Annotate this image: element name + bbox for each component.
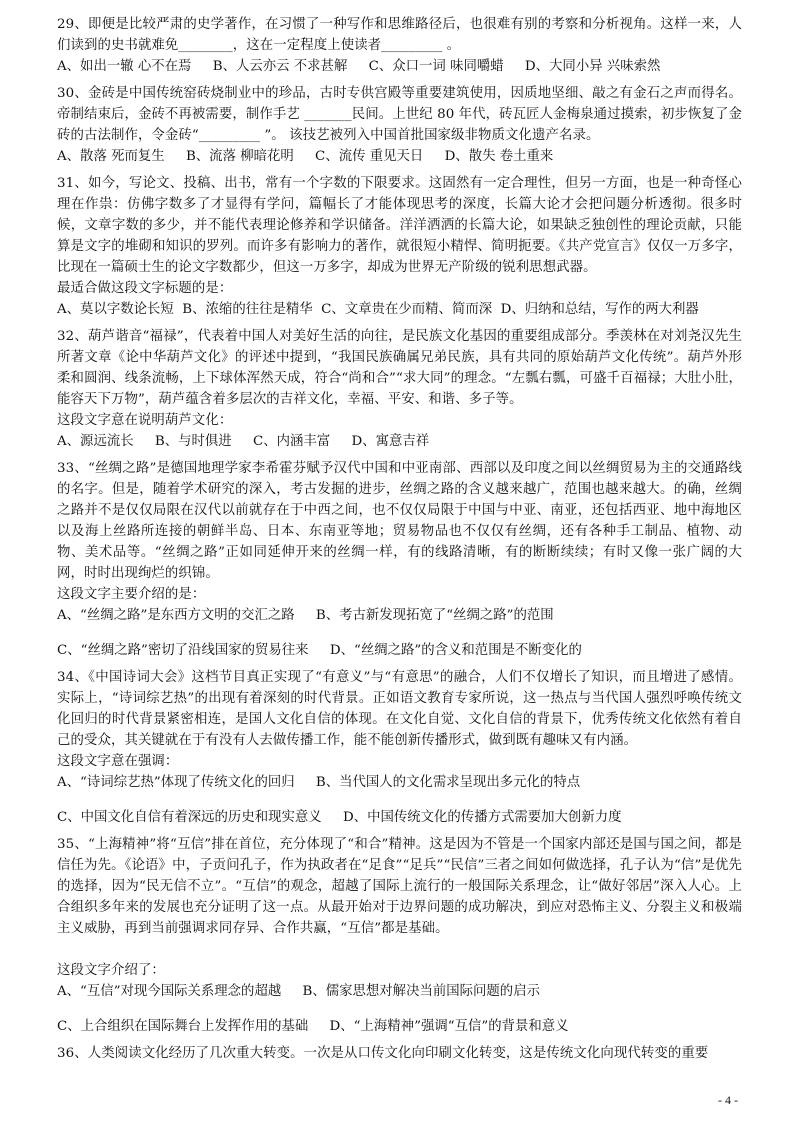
question-options: C、“丝绸之路”密切了沿线国家的贸易往来 D、“丝绸之路”的含义和范围是不断变化的 xyxy=(57,643,582,658)
question-options: A、散落 死而复生 B、流落 柳暗花明 C、流传 重见天日 D、散失 卷土重来 xyxy=(57,149,554,164)
question-stem: 32、葫芦谐音“福禄”，代表着中国人对美好生活的向往，是民族文化基因的重要组成部分。季羡林在对刘尧汉先生所著文章《论中华葫芦文化》的评述中提到，“我国民族确属兄弟民族，具有共同的原始葫芦文化传统”。葫芦外形柔和圆润、线条流畅，上下球体浑然天成，符合“尚和合”“求大同”的理念。“左瓢右瓢，可盛千百福禄；大肚小肚，能容天下万物”，葫芦蕴含着多层次的吉祥文化，幸福、平安、和谐、多子等。 这段文字意在说明葫芦文化： xyxy=(57,329,742,428)
question-29 xyxy=(57,14,742,77)
question-35 xyxy=(57,834,742,1037)
question-options: A、如出一辙 心不在焉 B、人云亦云 不求甚解 C、众口一词 味同嚼蜡 D、大同小异 兴味索然 xyxy=(57,59,661,74)
question-stem: 36、人类阅读文化经历了几次重大转变。一次是从口传文化向印刷文化转变，这是传统文化向现代转变的重要 xyxy=(57,1046,709,1061)
question-options: C、中国文化自信有着深远的历史和现实意义 D、中国传统文化的传播方式需要加大创新力度 xyxy=(57,810,622,825)
question-stem: 30、金砖是中国传统窑砖烧制业中的珍品，古时专供宫殿等重要建筑使用，因质地坚细、敲之有金石之声而得名。帝制结束后，金砖不再被需要，制作手艺 _______民间。上世纪 80 年代，砖瓦匠人金梅泉通过摸索，初步恢复了金砖的古法制作，令金砖“_________ ”。 该技艺被列入中国首批国家级非物质文化遗产名录。 xyxy=(57,86,742,143)
question-list xyxy=(57,14,742,1064)
question-options: A、莫以字数论长短 B、浓缩的往往是精华 C、文章贵在少而精、简而深 D、归纳和总结，写作的两大利器 xyxy=(57,302,699,317)
question-options: A、“诗词综艺热”体现了传统文化的回归 B、当代国人的文化需求呈现出多元化的特点 xyxy=(57,775,581,790)
question-options-spacer xyxy=(57,626,742,640)
question-33 xyxy=(57,458,742,661)
question-stem: 31、如今，写论文、投稿、出书，常有一个字数的下限要求。这固然有一定合理性，但另一方面，也是一种奇怪心理在作祟：仿佛字数多了才显得有学问，篇幅长了才能体现思考的深度，长篇大论才会把问题分析透彻。很多时候，文章字数的多少，并不能代表理论修养和学识储备。洋洋洒洒的长篇大论，如果缺乏独创性的理论贡献，只能算是文字的堆砌和知识的罗列。而许多有影响力的著作，就很短小精悍、简明扼要。《共产党宣言》仅仅一万多字，比现在一篇硕士生的论文字数都少，但这一万多字，却成为世界无产阶级的锐利思想武器。 最适合做这段文字标题的是： xyxy=(57,176,742,296)
question-32 xyxy=(57,326,742,452)
question-31 xyxy=(57,173,742,320)
question-stem: 34、《中国诗词大会》这档节目真正实现了“有意义”与“有意思”的融合，人们不仅增长了知识，而且增进了感情。实际上，“诗词综艺热”的出现有着深刻的时代背景。正如语文教育专家所说，这一热点与当代国人强烈呼唤传统文化回归的时代背景紧密相连，是国人文化自信的体现。在文化自觉、文化自信的背景下，优秀传统文化依然有着自己的受众，其关键就在于有没有人去做传播工作，能不能创新传播形式，做到既有趣味又有内涵。 这段文字意在强调： xyxy=(57,670,742,769)
page-number: - 4 - xyxy=(718,1093,738,1107)
question-options: C、上合组织在国际舞台上发挥作用的基础 D、“上海精神”强调“互信”的背景和意义 xyxy=(57,1019,569,1034)
question-34 xyxy=(57,667,742,828)
question-stem: 33、“丝绸之路”是德国地理学家李希霍芬赋予汉代中国和中亚南部、西部以及印度之间以丝绸贸易为主的交通路线的名字。但是，随着学术研究的深入，考古发掘的进步，丝绸之路的含义越来越广，范围也越来越大。的确，丝绸之路并不是仅仅局限在汉代以前就存在于中西之间，也不仅仅局限于中国与中亚、南亚，还包括西亚、地中海地区以及海上丝路所连接的朝鲜半岛、日本、东南亚等地；贸易物品也不仅仅有丝绸，还有各种手工制品、植物、动物、美术品等。“丝绸之路”正如同延伸开来的丝绸一样，有的线路清晰，有的断断续续；有时又像一张广阔的大网，时时出现绚烂的织锦。 这段文字主要介绍的是： xyxy=(57,461,742,602)
question-options-spacer xyxy=(57,793,742,807)
question-stem: 35、“上海精神”将“互信”排在首位，充分体现了“和合”精神。这是因为不管是一个国家内部还是国与国之间，都是信任为先。《论语》中，子贡问孔子，作为执政者在“足食”“足兵”“民信”三者之间如何做选择，孔子认为“信”是优先的选择，因为“民无信不立”。“互信”的观念，超越了国际上流行的一般国际关系理念，让“做好邻居”深入人心。上合组织多年来的发展也充分证明了这一点。从最开始对于边界问题的成功解决，到应对恐怖主义、分裂主义和极端主义威胁，再到当前强调求同存异、合作共赢，“互信”都是基础。 这段文字介绍了： xyxy=(57,837,742,978)
question-36 xyxy=(57,1043,742,1064)
question-stem: 29、即便是比较严肃的史学著作，在习惯了一种写作和思维路径后，也很难有别的考察和分析视角。这样一来，人们读到的史书就难免________，这在一定程度上使读者_________ 。 xyxy=(57,17,742,53)
question-options-spacer xyxy=(57,1002,742,1016)
question-options: A、“互信”对现今国际关系理念的超越 B、儒家思想对解决当前国际问题的启示 xyxy=(57,984,540,999)
question-options: A、源远流长 B、与时俱进 C、内涵丰富 D、寓意吉祥 xyxy=(57,434,430,449)
question-options: A、“丝绸之路”是东西方文明的交汇之路 B、考古新发现拓宽了“丝绸之路”的范围 xyxy=(57,608,554,623)
question-30 xyxy=(57,83,742,167)
